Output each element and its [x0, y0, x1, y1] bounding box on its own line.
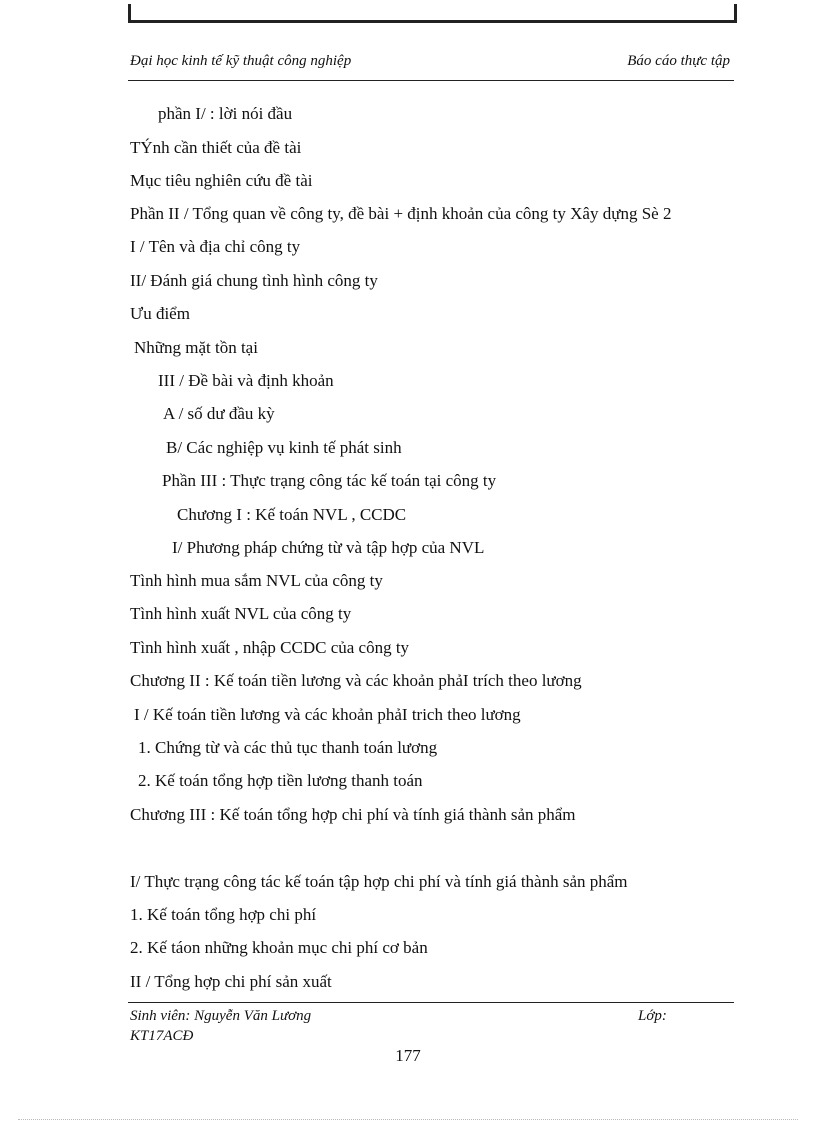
toc-line: phần I/ : lời nói đầu — [158, 104, 293, 123]
toc-line: 2. Kế toán tổng hợp tiền lương thanh toán — [138, 771, 423, 790]
toc-line: Phần III : Thực trạng công tác kế toán tại công ty — [162, 471, 497, 490]
toc-line: I/ Phương pháp chứng từ và tập hợp của NVL — [172, 538, 485, 557]
toc-line: II/ Đánh giá chung tình hình công ty — [130, 271, 378, 290]
toc-line: Những mặt tồn tại — [134, 338, 258, 357]
toc-line: Phần II / Tổng quan về công ty, đề bài + định khoản của công ty Xây dựng Sè 2 — [130, 204, 672, 223]
page-bottom-dotted-edge — [18, 1119, 798, 1120]
toc-line: B/ Các nghiệp vụ kinh tế phát sinh — [166, 438, 402, 457]
toc-line: Chương II : Kế toán tiền lương và các khoản phảI trích theo lương — [130, 671, 582, 690]
toc-line: Tình hình xuất , nhập CCDC của công ty — [130, 638, 410, 657]
toc-line: 1. Kế toán tổng hợp chi phí — [130, 905, 317, 924]
header-report-type: Báo cáo thực tập — [627, 53, 730, 69]
toc-line: II / Tổng hợp chi phí sản xuất — [130, 972, 332, 991]
footer-student: Sinh viên: Nguyễn Văn Lương — [130, 1008, 312, 1024]
toc-line: Chương III : Kế toán tổng hợp chi phí và tính giá thành sản phẩm — [130, 805, 576, 824]
toc-line: Tình hình mua sắm NVL của công ty — [130, 571, 383, 590]
page-number: 177 — [395, 1046, 421, 1065]
footer-rule — [128, 1002, 734, 1003]
toc-line: Mục tiêu nghiên cứu đề tài — [130, 171, 313, 190]
page-border-top — [128, 4, 737, 23]
header-school: Đại học kinh tế kỹ thuật công nghiệp — [130, 53, 352, 69]
toc-line: Ưu điểm — [130, 304, 190, 323]
toc-line: I/ Thực trạng công tác kế toán tập hợp chi phí và tính giá thành sản phẩm — [130, 872, 628, 891]
header-rule — [128, 80, 734, 81]
footer-class-label: Lớp: — [638, 1008, 667, 1024]
toc-line: 2. Kế táon những khoản mục chi phí cơ bản — [130, 938, 428, 957]
toc-line: I / Kế toán tiền lương và các khoản phảI trich theo lương — [134, 705, 521, 724]
toc-line: Tình hình xuất NVL của công ty — [130, 604, 352, 623]
footer-class-code: KT17ACĐ — [130, 1028, 194, 1044]
toc-line: 1. Chứng từ và các thủ tục thanh toán lương — [138, 738, 438, 757]
toc-line: III / Đề bài và định khoản — [158, 371, 334, 390]
toc-line: TÝnh cần thiết của đề tài — [130, 138, 302, 157]
toc-line: I / Tên và địa chỉ công ty — [130, 237, 301, 256]
toc-line: Chương I : Kế toán NVL , CCDC — [177, 505, 407, 524]
toc-line: A / số dư đầu kỳ — [163, 404, 275, 423]
